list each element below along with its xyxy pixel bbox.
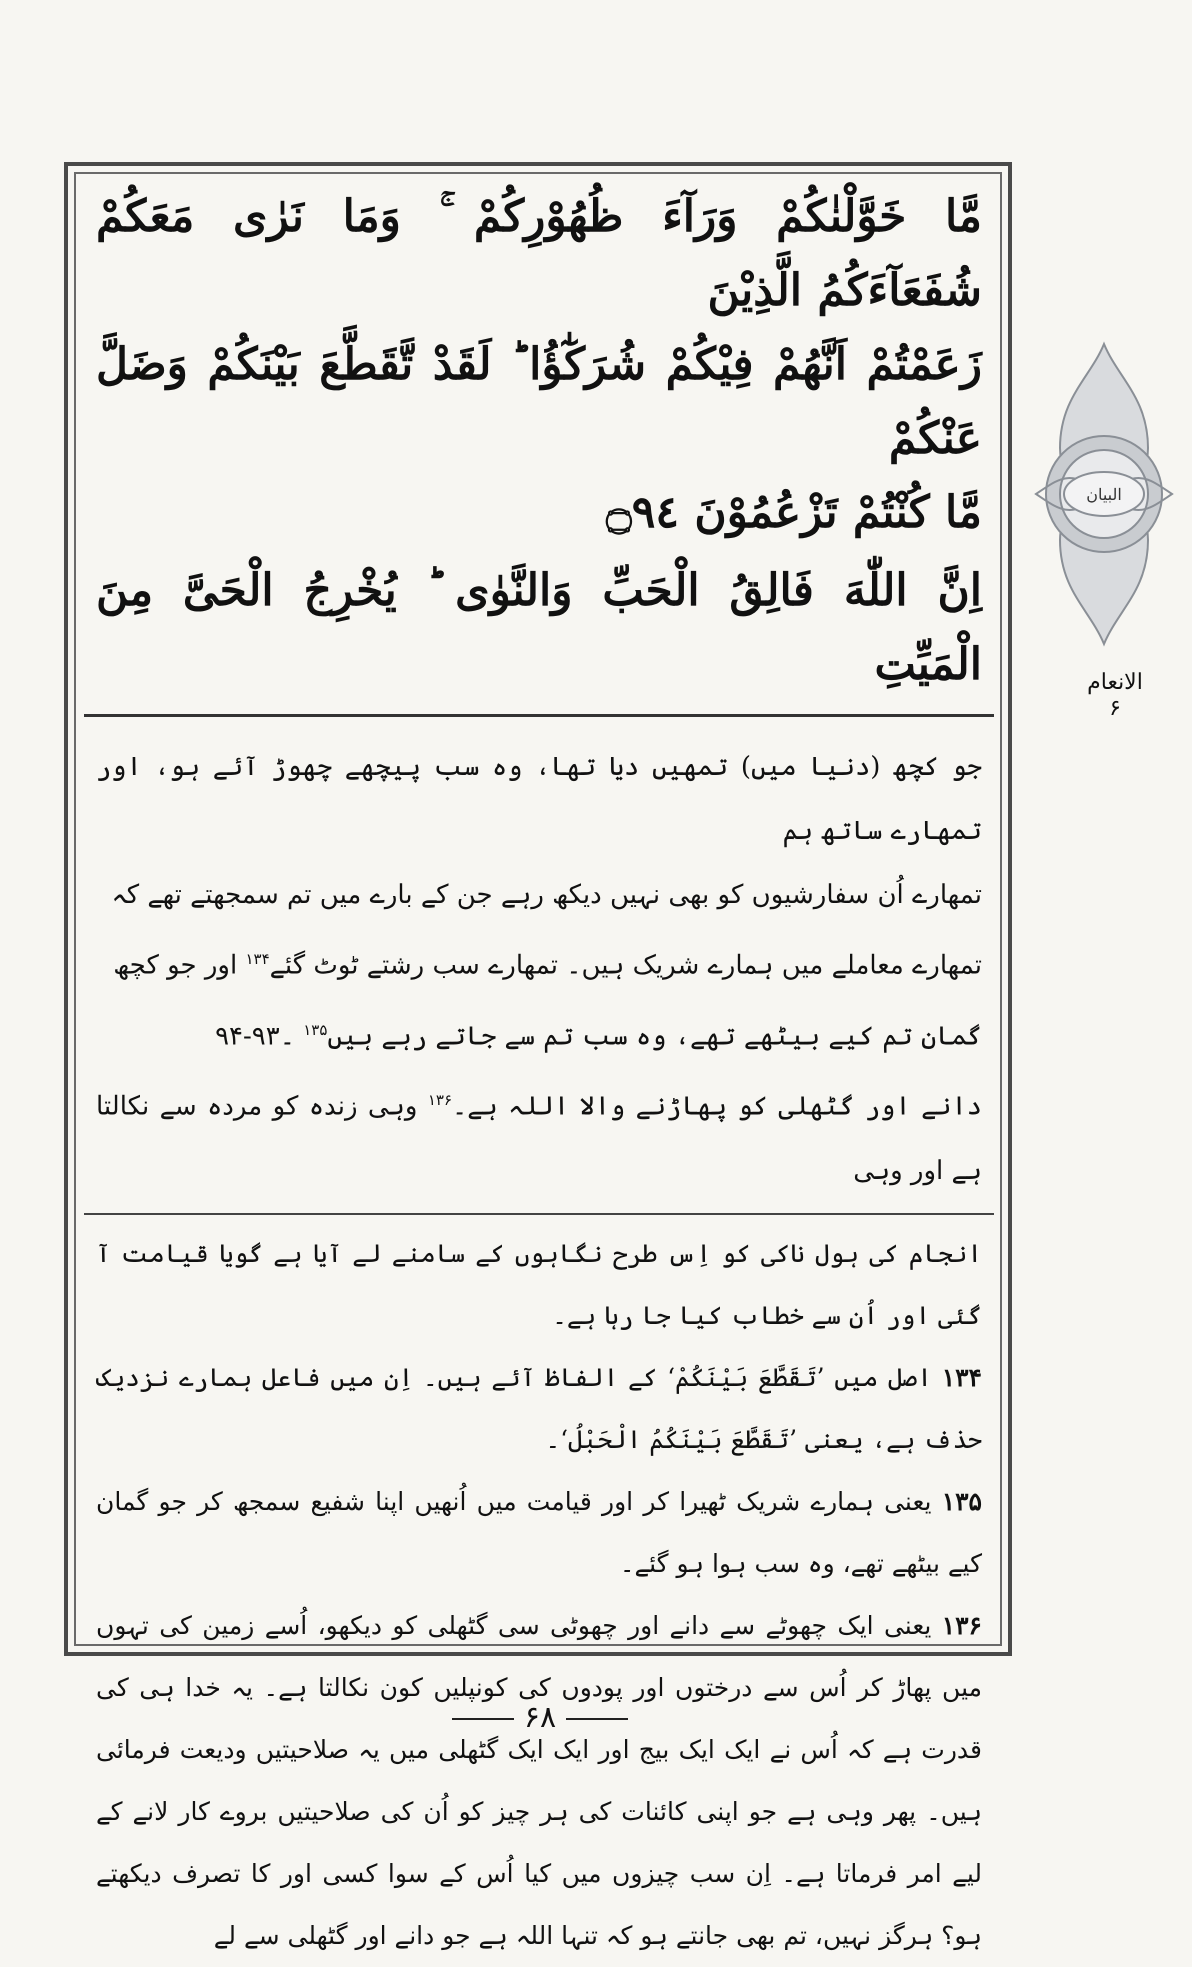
note-text: اصل میں ’تَقَطَّعَ بَیْنَكُمْ‘ کے الفاظ آئے ہیں۔ اِن میں فاعل ہمارے نزدیک حذف ہے، یعنی ’تَقَطَّعَ بَیْنَكُمُ الْحَبْلُ‘۔ (96, 1362, 982, 1454)
translation-line (96, 1068, 982, 1203)
section-divider (84, 714, 994, 717)
page-number-value: ۶۸ (523, 1700, 557, 1735)
note-text: یعنی ہمارے شریک ٹھیرا کر اور قیامت میں اُنھیں اپنا شفیع سمجھ کر جو گمان کیے بیٹھے تھے، وہ سب ہوا ہو گئے۔ (96, 1486, 982, 1578)
translation-text: وہی زندہ کو مردہ سے نکالتا ہے اور وہی (96, 1091, 982, 1186)
dash-left (452, 1718, 514, 1720)
surah-marker (1060, 670, 1170, 722)
translation-line (96, 927, 982, 998)
footnote-mark-136: ۱۳۶ (427, 1091, 452, 1110)
note-number: ۱۳۵ (941, 1486, 982, 1516)
notes-divider (84, 1213, 994, 1215)
footnote-mark-134: ۱۳۴ (245, 950, 270, 968)
ayah-line: مَّا كُنْتُمْ تَزْعُمُوْنَ ۝٩٤ (605, 487, 982, 538)
translation-text: تمھارے معاملے میں ہمارے شریک ہیں۔ تمھارے سب رشتے ٹوٹ گئے (269, 950, 982, 981)
translation-line: جو کچھ (دنیا میں) تمھیں دیا تھا، وہ سب پیچھے چھوڑ آئے ہو، اور تمھارے ساتھ ہم (96, 752, 982, 846)
translation-text: گمان تم کیے بیٹھے تھے، وہ سب تم سے جاتے رہے ہیں (327, 1021, 982, 1052)
ayah-line-next: اِنَّ اللّٰهَ فَالِقُ الْحَبِّ وَالنَّوٰی ؕ یُخْرِجُ الْحَیَّ مِنَ الْمَیِّتِ (96, 565, 982, 690)
note-intro: انجام کی ہول ناکی کو اِس طرح نگاہوں کے سامنے لے آیا ہے گویا قیامت آ گئی اور اُن سے خطاب کیا جا رہا ہے۔ (96, 1238, 982, 1330)
ayah-line: مَّا خَوَّلْنٰكُمْ وَرَآءَ ظُهُوْرِكُمْ ۚ وَمَا نَرٰی مَعَكُمْ شُفَعَآءَكُمُ الَّذِیْنَ (96, 191, 982, 316)
note-136 (96, 1595, 982, 1967)
translation-line: تمھارے اُن سفارشیوں کو بھی نہیں دیکھ رہے جن کے بارے میں تم سمجھتے تھے کہ (111, 880, 982, 910)
note-text: یعنی ایک چھوٹے سے دانے اور چھوٹی سی گٹھلی کو دیکھو، اُسے زمین کی تہوں میں پھاڑ کر اُس سے درختوں اور پودوں کی کونپلیں کون نکالتا ہے۔ یہ خدا ہی کی قدرت ہے کہ اُس نے ایک ایک بیج اور ایک ایک گٹھلی میں یہ صلاحیتیں ودیعت فرمائی ہیں۔ پھر وہی ہے جو اپنی کائنات کی ہر چیز کو اُن کی صلاحیتیں بروے کار لانے کے لیے امر فرماتا ہے۔ اِن سب چیزوں میں کیا اُس کے سوا کسی اور کا تصرف دیکھتے ہو؟ ہرگز نہیں، تم بھی جانتے ہو کہ تنہا اللہ ہے جو دانے اور گٹھلی سے لے (96, 1610, 982, 1950)
note-number: ۱۳۶ (941, 1610, 982, 1640)
translation-text: اور جو کچھ (113, 950, 238, 981)
surah-number: ۶ (1109, 696, 1121, 721)
page-number (0, 1700, 1080, 1735)
ornament-emblem-icon (1030, 338, 1178, 650)
note-number: ۱۳۴ (941, 1362, 982, 1392)
footnote-mark-135: ۱۳۵ (303, 1020, 328, 1039)
surah-name: الانعام (1087, 670, 1143, 695)
note-135 (96, 1471, 982, 1595)
translation-text: دانے اور گٹھلی کو پھاڑنے والا اللہ ہے۔ (452, 1091, 983, 1122)
dash-right (566, 1718, 628, 1720)
ayah-line: زَعَمْتُمْ اَنَّهُمْ فِیْكُمْ شُرَكٰٓؤُا ؕ لَقَدْ تَّقَطَّعَ بَیْنَكُمْ وَضَلَّ عَنْكُمْ (96, 339, 982, 464)
page-content (96, 180, 982, 1967)
emblem-text: البیان (1086, 485, 1122, 504)
note-134 (96, 1347, 982, 1471)
translation-line (96, 998, 982, 1069)
ayah-range: ۔۹۳-۹۴ (215, 1021, 295, 1052)
